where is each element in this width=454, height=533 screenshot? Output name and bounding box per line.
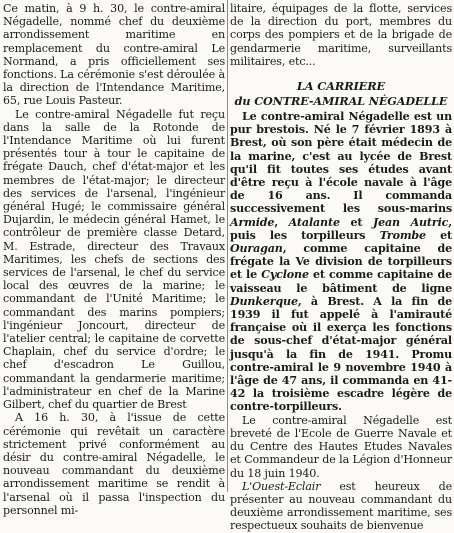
section-subtitle: du CONTRE-AMIRAL NÉGADELLE	[234, 94, 448, 109]
right-column	[230, 2, 452, 533]
ship-name: Atalante	[288, 215, 340, 229]
career-text-b: , puis les torpilleurs	[230, 215, 452, 242]
paragraph-continuation: litaire, équipages de la flotte, services de la direction du port, membres du corps des pompiers et de la brigade de gendarmerie maritime, surveillants militaires, etc...	[230, 2, 452, 68]
ship-name: Cyclone	[261, 268, 309, 282]
paragraph-reception: Le contre-amiral Négadelle fut reçu dans la salle de la Rotonde de l'Intendance Maritime où lui furent présentés tour à tour le capitaine de frégate Dauch, chef d'état-major et les membres de l'état-major; le directeur des services de l'arsenal, l'ingénieur général Hugé; le commissaire général Dujardin, le médecin général Hamet, le contrôleur de première classe Detard, M. Estrade, directeur des Travaux Maritimes, les chefs de sections des services de l'arsenal, le chef du service local des œuvres de la marine; le commandant de l'Unité Maritime; le commandant des marins pompiers; l'ingénieur Joncourt, directeur de l'atelier central; le capitaine de corvette Chaplain, chef du service d'ordre; le chef d'escadron Le Guillou, commandant la gendarmerie maritime; l'administrateur en chef de la Marine Gilbert, chef du quartier de Brest	[3, 107, 225, 412]
section-title: LA CARRIERE	[296, 79, 386, 94]
column-divider	[227, 0, 228, 492]
ship-name: Trombe	[379, 228, 426, 242]
paragraph-inspection: A 16 h. 30, à l'issue de cette cérémonie qui revêtait un caractère strictement privé conformément au désir du contre-amiral Négadelle, le nouveau commandant du deuxième arrondissement maritime se rendit à l'arsenal où il passa l'inspection du personnel mi-	[3, 411, 225, 517]
career-text-a: Le contre-amiral Négadelle est un pur brestois. Né le 7 février 1893 à Brest, où son père était médecin de la marine, c'est au lycée de Brest qu'il fit toutes ses études avant d'être reçu à l'école navale à l'âge de 16 ans. Il commanda successivement les sous-marins	[230, 110, 452, 216]
newspaper-name: L'Ouest-Eclair	[242, 479, 321, 493]
career-text-c: , comme capitaine de frégate la Ve division de torpilleurs et le	[230, 242, 452, 282]
career-sep: et	[425, 228, 452, 242]
career-text-d: et comme capitaine de vaisseau le bâtiment de ligne	[230, 268, 453, 295]
ship-name: Armide	[230, 215, 275, 229]
left-column	[3, 2, 225, 517]
ship-name: Ouragan	[230, 242, 283, 256]
ship-name: Dunkerque	[230, 294, 298, 308]
paragraph-ceremony: Ce matin, à 9 h. 30, le contre-amiral Négadelle, nommé chef du deuxième arrondissement maritime en remplacement du contre-amiral Le Normand, a pris officiellement ses fonctions. La cérémonie s'est déroulée à la direction de l'Intendance Maritime, 65, rue Louis Pasteur.	[3, 2, 225, 108]
paragraph-honours: Le contre-amiral Négadelle est breveté de l'Ecole de Guerre Navale et du Centre des Hautes Etudes Navales et Commandeur de la Légion d'Honneur du 18 juin 1940.	[230, 413, 452, 480]
career-sep: ,	[274, 215, 289, 229]
career-sep: et	[339, 215, 373, 229]
paragraph-career	[230, 110, 452, 414]
welcome-text: est heureux de présenter au nouveau commandant du deuxième arrondissement maritime, ses respectueux souhaits de bienvenue	[230, 479, 452, 533]
paragraph-welcome	[230, 480, 452, 533]
career-text-e: , à Brest. A la fin de 1939 il fut appelé à l'amirauté française où il exerça les fonctions de sous-chef d'état-major général jusqu'à la fin de 1941. Promu contre-amiral le 9 novembre 1940 à l'âge de 47 ans, il commanda en 41-42 la troisième escadre légère de contre-torpilleurs.	[230, 294, 452, 414]
ship-name: Jean Autric	[372, 215, 449, 229]
